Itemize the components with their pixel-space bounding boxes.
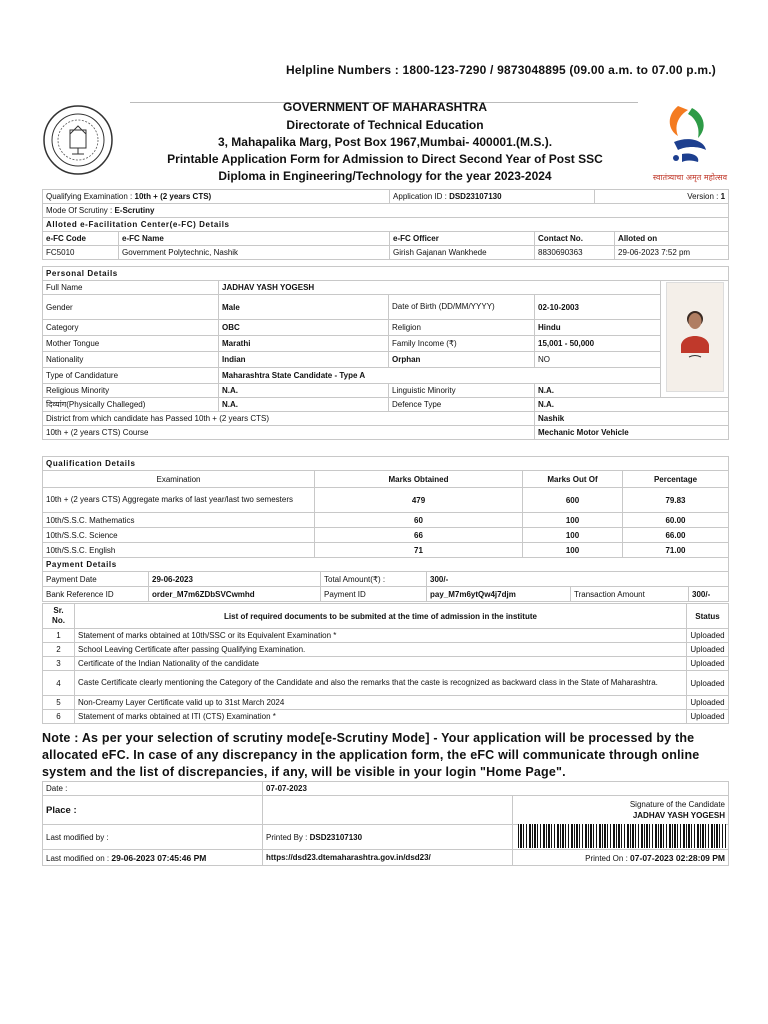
table-row	[43, 629, 729, 643]
nationality-value: Indian	[219, 352, 389, 368]
payment-date-label: Payment Date	[43, 572, 149, 587]
doc-status: Uploaded	[687, 671, 729, 696]
table-row	[43, 796, 729, 825]
total-amount-label: Total Amount(₹) :	[321, 572, 427, 587]
table-row	[43, 412, 729, 426]
doc-name: Non-Creamy Layer Certificate valid up to 31st March 2024	[75, 696, 687, 710]
application-id-cell: Application ID : DSD23107130	[390, 190, 595, 204]
table-row	[43, 488, 729, 513]
defence-value: N.A.	[535, 398, 729, 412]
table-row	[43, 336, 729, 352]
religion-label: Religion	[389, 320, 535, 336]
table-row	[43, 850, 729, 866]
mother-tongue-label: Mother Tongue	[43, 336, 219, 352]
divyang-value: N.A.	[219, 398, 389, 412]
table-row	[43, 246, 729, 260]
dob-value: 02-10-2003	[535, 295, 661, 320]
table-row	[43, 232, 729, 246]
efc-code-header: e-FC Code	[43, 232, 119, 246]
religious-minority-value: N.A.	[219, 384, 389, 398]
orphan-value: NO	[535, 352, 661, 368]
application-details-table	[42, 189, 729, 260]
table-row	[43, 398, 729, 412]
table-row	[43, 320, 729, 336]
linguistic-minority-label: Linguistic Minority	[389, 384, 535, 398]
exam-name: 10th + (2 years CTS) Aggregate marks of last year/last two semesters	[43, 488, 315, 513]
full-name-value: JADHAV YASH YOGESH	[219, 281, 661, 295]
doc-status: Uploaded	[687, 657, 729, 671]
printed-by-cell: Printed By : DSD23107130	[263, 825, 513, 850]
category-value: OBC	[219, 320, 389, 336]
table-row	[43, 218, 729, 232]
doc-sr-no: 5	[43, 696, 75, 710]
marks-obtained: 66	[315, 528, 523, 543]
portal-url[interactable]: https://dsd23.dtemaharashtra.gov.in/dsd23/	[263, 850, 513, 866]
table-row	[43, 572, 729, 587]
exam-name: 10th/S.S.C. Science	[43, 528, 315, 543]
table-row	[43, 671, 729, 696]
efc-name: Government Polytechnic, Nashik	[119, 246, 390, 260]
marks-outof: 100	[523, 543, 623, 558]
scrutiny-mode-cell: Mode Of Scrutiny : E-Scrutiny	[43, 204, 729, 218]
table-row	[43, 267, 729, 281]
table-row	[43, 426, 729, 440]
efc-contact: 8830690363	[535, 246, 615, 260]
orphan-label: Orphan	[389, 352, 535, 368]
total-amount-value: 300/-	[427, 572, 729, 587]
doc-name: Certificate of the Indian Nationality of the candidate	[75, 657, 687, 671]
percentage: 60.00	[623, 513, 729, 528]
doc-name: Statement of marks obtained at ITI (CTS) Examination *	[75, 710, 687, 724]
table-row	[43, 782, 729, 796]
maharashtra-seal-icon	[42, 104, 114, 176]
efc-section-title: Alloted e-Facilitation Center(e-FC) Details	[43, 218, 729, 232]
district-value: Nashik	[535, 412, 729, 426]
full-name-label: Full Name	[43, 281, 219, 295]
bank-reference-label: Bank Reference ID	[43, 587, 149, 602]
doc-name: Caste Certificate clearly mentioning the Category of the Candidate and also the remarks that the caste is recognized as backward class in the State of Maharashtra.	[75, 671, 687, 696]
percentage: 79.83	[623, 488, 729, 513]
doc-name: Statement of marks obtained at 10th/SSC or its Equivalent Examination *	[75, 629, 687, 643]
payment-id-label: Payment ID	[321, 587, 427, 602]
percentage: 71.00	[623, 543, 729, 558]
table-row	[43, 710, 729, 724]
table-row	[43, 696, 729, 710]
header-form-title: Printable Application Form for Admission to Direct Second Year of Post SSC	[167, 152, 603, 166]
candidate-photo	[666, 282, 724, 392]
marks-outof-header: Marks Out Of	[523, 471, 623, 488]
table-row	[43, 295, 729, 320]
header-academic-year: Diploma in Engineering/Technology for the year 2023-2024	[218, 169, 552, 183]
course-label: 10th + (2 years CTS) Course	[43, 426, 535, 440]
table-row	[43, 471, 729, 488]
doc-status: Uploaded	[687, 629, 729, 643]
date-label: Date :	[43, 782, 263, 796]
bank-reference-value: order_M7m6ZDbSVCwmhd	[149, 587, 321, 602]
last-modified-on-cell: Last modified on : 29-06-2023 07:45:46 PM	[43, 850, 263, 866]
place-label: Place :	[43, 796, 263, 825]
doc-sr-no: 3	[43, 657, 75, 671]
transaction-amount-label: Transaction Amount	[571, 587, 689, 602]
district-label: District from which candidate has Passed 10th + (2 years CTS)	[43, 412, 535, 426]
marks-obtained-header: Marks Obtained	[315, 471, 523, 488]
efc-alloted-header: Alloted on	[615, 232, 729, 246]
course-value: Mechanic Motor Vehicle	[535, 426, 729, 440]
header-directorate: Directorate of Technical Education	[286, 118, 484, 132]
efc-officer-header: e-FC Officer	[390, 232, 535, 246]
qualification-section-title: Qualification Details	[43, 457, 729, 471]
barcode-icon	[518, 824, 726, 848]
status-header: Status	[687, 604, 729, 629]
table-row	[43, 528, 729, 543]
family-income-label: Family Income (₹)	[389, 336, 535, 352]
efc-contact-header: Contact No.	[535, 232, 615, 246]
marks-obtained: 60	[315, 513, 523, 528]
marks-outof: 100	[523, 513, 623, 528]
table-row	[43, 204, 729, 218]
table-row	[43, 604, 729, 629]
mother-tongue-value: Marathi	[219, 336, 389, 352]
payment-section-title: Payment Details	[43, 558, 729, 572]
table-row	[43, 457, 729, 471]
table-row	[43, 513, 729, 528]
efc-name-header: e-FC Name	[119, 232, 390, 246]
percentage: 66.00	[623, 528, 729, 543]
exam-name: 10th/S.S.C. Mathematics	[43, 513, 315, 528]
exam-name: 10th/S.S.C. English	[43, 543, 315, 558]
doc-name: School Leaving Certificate after passing Qualifying Examination.	[75, 643, 687, 657]
doc-status: Uploaded	[687, 710, 729, 724]
header-address: 3, Mahapalika Marg, Post Box 1967,Mumbai- 400001.(M.S.).	[217, 135, 553, 149]
payment-id-value: pay_M7m6ytQw4j7djm	[427, 587, 571, 602]
amrit-mahotsav-logo-icon	[648, 100, 732, 184]
nationality-label: Nationality	[43, 352, 219, 368]
category-label: Category	[43, 320, 219, 336]
exam-header: Examination	[43, 471, 315, 488]
table-row	[43, 352, 729, 368]
qualification-table	[42, 456, 729, 558]
last-modified-by-label: Last modified by :	[43, 825, 263, 850]
logo-tagline: स्वातंत्र्याचा अमृत महोत्सव	[652, 173, 728, 182]
marks-obtained: 479	[315, 488, 523, 513]
doc-sr-no: 4	[43, 671, 75, 696]
efc-alloted-on: 29-06-2023 7:52 pm	[615, 246, 729, 260]
table-row	[43, 543, 729, 558]
candidature-value: Maharashtra State Candidate - Type A	[219, 368, 661, 384]
linguistic-minority-value: N.A.	[535, 384, 661, 398]
table-row	[43, 368, 729, 384]
efc-officer: Girish Gajanan Wankhede	[390, 246, 535, 260]
payment-table	[42, 557, 729, 602]
doc-sr-no: 2	[43, 643, 75, 657]
signature-label: Signature of the Candidate	[629, 800, 726, 809]
signature-cell	[513, 796, 729, 825]
religious-minority-label: Religious Minority	[43, 384, 219, 398]
gender-value: Male	[219, 295, 389, 320]
dob-label: Date of Birth (DD/MM/YYYY)	[389, 295, 535, 320]
qualifying-exam-cell: Qualifying Examination : 10th + (2 years CTS)	[43, 190, 390, 204]
candidate-photo-icon	[667, 283, 723, 391]
candidature-label: Type of Candidature	[43, 368, 219, 384]
table-row	[43, 657, 729, 671]
table-row	[43, 384, 729, 398]
form-header	[42, 98, 728, 186]
printed-on-cell: Printed On : 07-07-2023 02:28:09 PM	[513, 850, 729, 866]
transaction-amount-value: 300/-	[689, 587, 729, 602]
divyang-label: दिव्यांग(Physically Challeged)	[43, 398, 219, 412]
table-row	[43, 558, 729, 572]
gender-label: Gender	[43, 295, 219, 320]
religion-value: Hindu	[535, 320, 661, 336]
table-row	[43, 587, 729, 602]
place-blank	[263, 796, 513, 825]
efc-code: FC5010	[43, 246, 119, 260]
doc-status: Uploaded	[687, 643, 729, 657]
family-income-value: 15,001 - 50,000	[535, 336, 661, 352]
table-row	[43, 643, 729, 657]
documents-list-header: List of required documents to be submited at the time of admission in the institute	[75, 604, 687, 629]
signature-name: JADHAV YASH YOGESH	[632, 811, 726, 820]
header-government: GOVERNMENT OF MAHARASHTRA	[283, 100, 487, 114]
table-row	[43, 190, 729, 204]
doc-sr-no: 1	[43, 629, 75, 643]
documents-table	[42, 603, 729, 724]
table-row	[43, 281, 729, 295]
defence-label: Defence Type	[389, 398, 535, 412]
percentage-header: Percentage	[623, 471, 729, 488]
personal-details-table	[42, 266, 729, 440]
date-value: 07-07-2023	[263, 782, 729, 796]
version-cell: Version : 1	[595, 190, 729, 204]
marks-outof: 600	[523, 488, 623, 513]
doc-sr-no: 6	[43, 710, 75, 724]
scrutiny-note: Note : As per your selection of scrutiny mode[e-Scrutiny Mode] - Your application will be processed by the allocated eFC. In case of any discrepancy in the application form, the eFC will communicate through online system and the list of discrepancies, if any, will be visible in your login "Home Page".	[42, 731, 700, 779]
payment-date-value: 29-06-2023	[149, 572, 321, 587]
marks-obtained: 71	[315, 543, 523, 558]
doc-status: Uploaded	[687, 696, 729, 710]
marks-outof: 100	[523, 528, 623, 543]
helpline-numbers: Helpline Numbers : 1800-123-7290 / 9873048895 (09.00 a.m. to 07.00 p.m.)	[286, 63, 716, 77]
personal-section-title: Personal Details	[43, 267, 729, 281]
sr-no-header: Sr. No.	[43, 604, 75, 629]
